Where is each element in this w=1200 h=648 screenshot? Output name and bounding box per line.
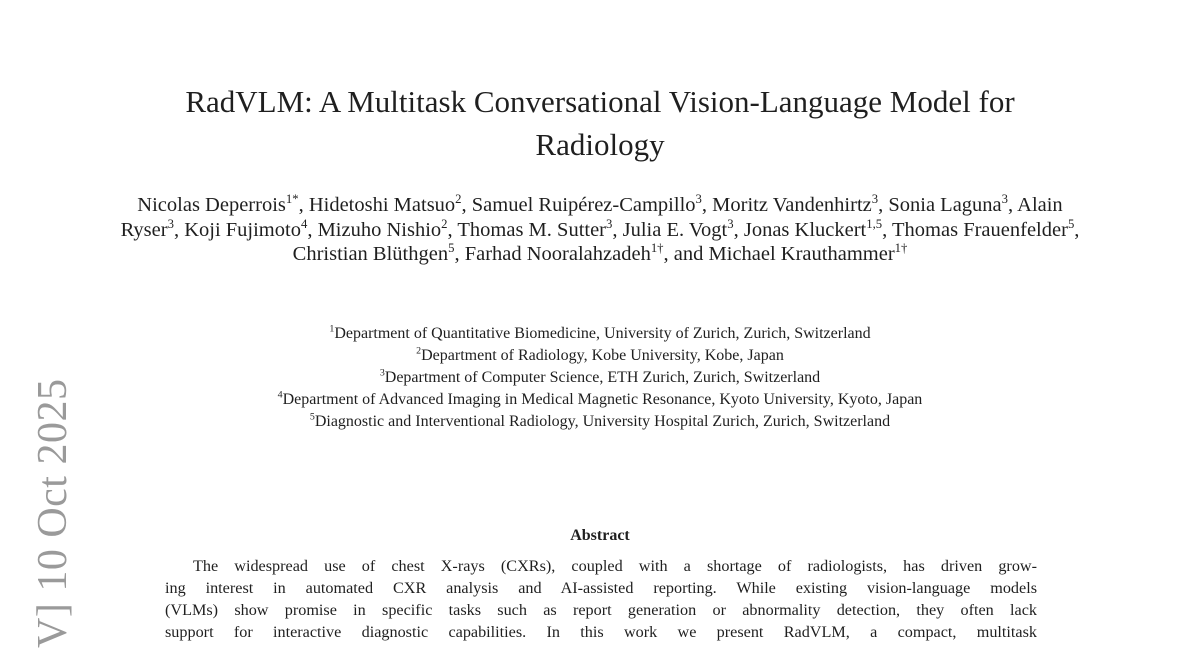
author-separator: ,	[447, 218, 458, 241]
affiliation-marker: 1	[329, 323, 335, 335]
affiliation-text: Diagnostic and Interventional Radiology, University Hospital Zurich, Zurich, Switzerland	[314, 413, 891, 430]
abstract-heading: Abstract	[570, 527, 630, 544]
author	[622, 216, 744, 241]
author-affiliation-marker: 3	[871, 192, 879, 207]
author-name: Alain Ryser	[120, 194, 1063, 241]
affiliation-text: Department of Advanced Imaging in Medical Magnetic Resonance, Kyoto University, Kyoto, Japan	[282, 391, 923, 408]
author-separator: ,	[701, 194, 713, 216]
author-separator: ,	[173, 218, 185, 241]
author-separator: ,	[1008, 194, 1018, 216]
author-affiliation-marker: 3	[695, 192, 702, 207]
paper-title-line-1: RadVLM: A Multitask Conversational Vision-Language Model for	[185, 84, 1015, 119]
author-name: Farhad Nooralahzadeh	[464, 243, 651, 265]
paper-title	[100, 80, 1100, 166]
author	[184, 216, 318, 241]
author-affiliation-marker: 1†	[894, 241, 908, 256]
author	[892, 216, 1080, 241]
author-affiliation-marker: 1,5	[866, 216, 883, 231]
author-separator: ,	[461, 194, 472, 216]
paper-title-line-2: Radiology	[535, 127, 665, 162]
author	[293, 243, 465, 265]
author	[137, 194, 309, 216]
author-separator: ,	[882, 218, 893, 241]
author	[888, 194, 1017, 216]
author-name: Samuel Ruipérez-Campillo	[471, 194, 696, 216]
abstract-line: The widespread use of chest X-rays (CXRs), coupled with a shortage of radiologists, has driven grow-	[193, 557, 1037, 575]
author-affiliation-marker: 5	[1067, 216, 1075, 231]
affiliation-marker: 5	[309, 411, 315, 423]
abstract-line: ing interest in automated CXR analysis and AI-assisted reporting. While existing vision-language models	[165, 579, 1037, 597]
author-separator: ,	[307, 218, 318, 241]
author-affiliation-marker: 1†	[650, 241, 664, 256]
author-name: Thomas Frauenfelder	[892, 218, 1068, 241]
affiliation-marker: 3	[379, 367, 385, 379]
author-separator: ,	[612, 218, 623, 241]
affiliation-line	[140, 389, 1060, 411]
affiliation-line	[140, 411, 1060, 433]
author-affiliation-marker: 3	[167, 216, 174, 231]
author	[712, 194, 888, 216]
affiliation-text: Department of Computer Science, ETH Zurich, Zurich, Switzerland	[384, 369, 821, 386]
author-separator: ,	[1074, 218, 1080, 241]
author-name: Nicolas Deperrois	[137, 194, 286, 216]
author	[317, 216, 458, 241]
author	[743, 216, 893, 241]
affiliation-text: Department of Quantitative Biomedicine, University of Zurich, Zurich, Switzerland	[334, 325, 871, 342]
affiliation-line	[140, 345, 1060, 367]
author-affiliation-marker: 5	[448, 241, 455, 256]
author	[709, 243, 908, 265]
affiliation-line	[140, 323, 1060, 345]
author	[457, 216, 623, 241]
author-name: Christian Blüthgen	[292, 243, 449, 265]
author-name: Koji Fujimoto	[184, 218, 301, 241]
affiliation-marker: 4	[277, 389, 283, 401]
author-affiliation-marker: 3	[1001, 192, 1009, 207]
author-name: Mizuho Nishio	[317, 218, 442, 241]
affiliation-line	[140, 367, 1060, 389]
author-affiliation-marker: 3	[606, 216, 613, 231]
author-name: Michael Krauthammer	[708, 243, 895, 265]
author-affiliation-marker: 2	[455, 192, 462, 207]
author-name: Hidetoshi Matsuo	[308, 194, 456, 216]
author-affiliation-marker: 2	[441, 216, 448, 231]
abstract-body	[165, 555, 1037, 643]
author-separator: ,	[454, 243, 465, 265]
author	[472, 194, 712, 216]
author-affiliation-marker: 3	[727, 216, 734, 231]
author-list	[110, 193, 1090, 267]
author-name: Jonas Kluckert	[743, 218, 867, 241]
author-name: Moritz Vandenhirtz	[712, 194, 872, 216]
affiliation-list	[140, 323, 1060, 433]
author-separator: , and	[663, 243, 709, 265]
affiliation-marker: 2	[416, 345, 422, 357]
abstract-line: support for interactive diagnostic capabilities. In this work we present RadVLM, a compact, multitask	[165, 623, 1037, 641]
author-separator: ,	[878, 194, 889, 216]
author-affiliation-marker: 4	[300, 216, 308, 231]
author-separator: ,	[733, 218, 744, 241]
author	[465, 243, 709, 265]
author-name: Thomas M. Sutter	[457, 218, 607, 241]
author-name: Sonia Laguna	[888, 194, 1002, 216]
affiliation-text: Department of Radiology, Kobe University, Kobe, Japan	[421, 347, 784, 364]
arxiv-side-stamp: V] 10 Oct 2025	[30, 378, 76, 648]
author	[309, 194, 472, 216]
author-name: Julia E. Vogt	[622, 218, 728, 241]
author-separator: ,	[298, 194, 309, 216]
author-affiliation-marker: 1*	[285, 192, 299, 207]
abstract-line: (VLMs) show promise in specific tasks such as report generation or abnormality detection, they often lack	[165, 601, 1037, 619]
